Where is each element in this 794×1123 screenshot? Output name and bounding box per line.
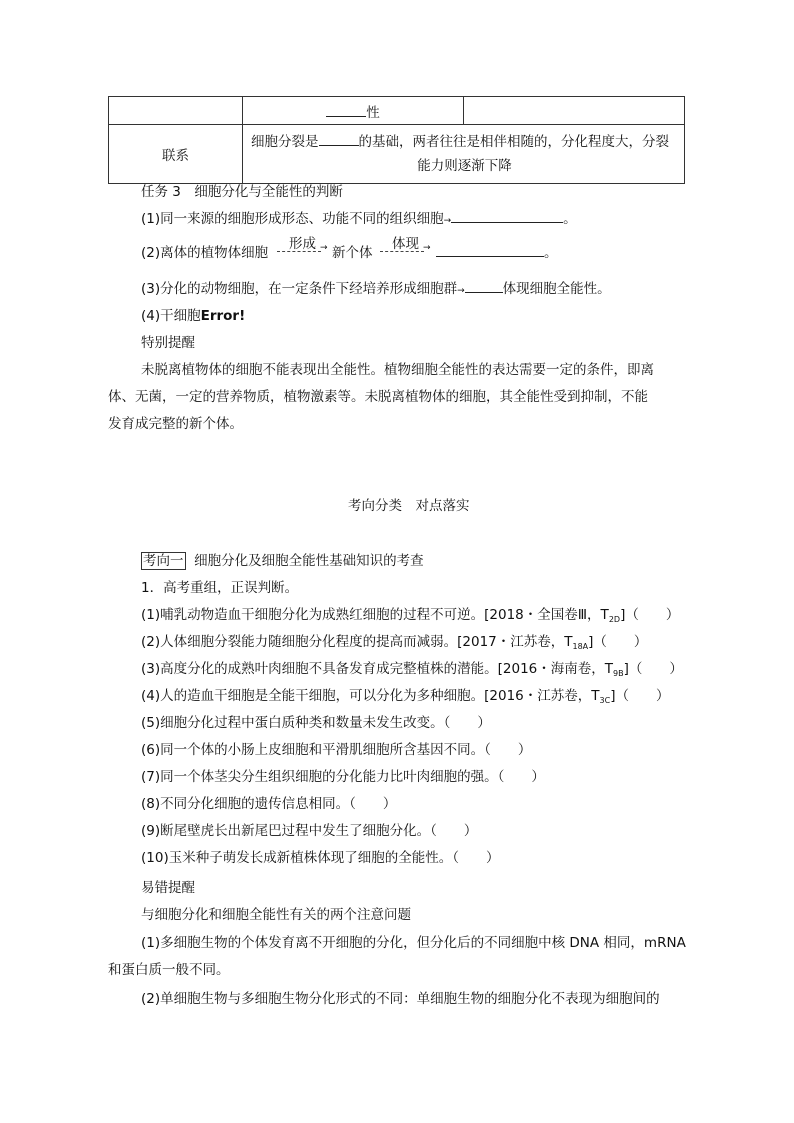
- arrow-icon: →: [457, 286, 465, 296]
- table-cell-empty: [464, 97, 685, 125]
- arrow-label-form: 形成: [289, 236, 316, 252]
- statement-item: (4)人的造血干细胞是全能干细胞，可以分化为多种细胞。[2016・江苏卷，$T_{3C}$]（ ）: [141, 688, 670, 705]
- tip-line-1: 未脱离植物体的细胞不能表现出全能性。植物细胞全能性的表达需要一定的条件，即离: [141, 362, 654, 378]
- arrow-icon: →: [443, 216, 452, 226]
- table-row: [109, 97, 685, 125]
- direction-heading: 考向一 细胞分化及细胞全能性基础知识的考查: [143, 553, 424, 569]
- mistake-subtitle: 与细胞分化和细胞全能性有关的两个注意问题: [141, 907, 411, 923]
- task3-item4: (4)干细胞Error!: [141, 308, 246, 324]
- task3-item3: (3)分化的动物细胞，在一定条件下经培养形成细胞群→ 体现细胞全能性。: [141, 277, 611, 297]
- arrow-label-embody: 体现: [392, 236, 419, 252]
- task3-item2-start: (2)离体的植物体细胞: [141, 245, 269, 261]
- task3-item2-end: 。: [436, 241, 558, 261]
- statement-item: (1)哺乳动物造血干细胞分化为成熟红细胞的过程不可逆。[2018・全国卷Ⅲ，$T_{2D}$]（ ）: [141, 607, 680, 624]
- statement-item: (6)同一个体的小肠上皮细胞和平滑肌细胞所含基因不同。（ ）: [141, 742, 532, 758]
- statement-item: (3)高度分化的成熟叶肉细胞不具备发育成完整植株的潜能。[2016・海南卷，$T_{9B}$]（ ）: [141, 661, 683, 678]
- task3-item1: (1)同一来源的细胞形成形态、功能不同的组织细胞→ 。: [141, 207, 577, 227]
- table-cell-totipotency: 性: [243, 97, 464, 125]
- arrow-icon: →: [320, 243, 328, 253]
- statement-item: (7)同一个体茎尖分生组织细胞的分化能力比叶肉细胞的强。（ ）: [141, 769, 545, 785]
- tip-line-3: 发育成完整的新个体。: [108, 416, 243, 432]
- mistake-p1-line1: (1)多细胞生物的个体发育离不开细胞的分化，但分化后的不同细胞中核 DNA 相同，mRNA: [141, 935, 686, 951]
- mistake-p2-line1: (2)单细胞生物与多细胞生物分化形式的不同：单细胞生物的细胞分化不表现为细胞间的: [141, 991, 660, 1007]
- direction-tag: 考向一: [143, 553, 184, 569]
- comparison-table: [108, 96, 685, 184]
- statement-item: (8)不同分化细胞的遗传信息相同。（ ）: [141, 796, 397, 812]
- table-cell-empty: [109, 97, 243, 125]
- statement-item: (10)玉米种子萌发长成新植株体现了细胞的全能性。（ ）: [141, 850, 500, 866]
- statement-item: (9)断尾壁虎长出新尾巴过程中发生了细胞分化。（ ）: [141, 823, 478, 839]
- arrow-icon: →: [423, 243, 431, 253]
- mistake-title: 易错提醒: [141, 880, 195, 896]
- tip-title: 特别提醒: [141, 335, 195, 351]
- fill-blank: [465, 278, 503, 293]
- tip-line-2: 体、无菌，一定的营养物质，植物激素等。未脱离植物体的细胞，其全能性受到抑制，不能: [108, 389, 648, 405]
- dashed-arrow: [380, 251, 424, 252]
- statement-item: (2)人体细胞分裂能力随细胞分化程度的提高而减弱。[2017・江苏卷，$T_{18A}$]（ ）: [141, 634, 648, 651]
- table-cell-relation: 细胞分裂是 的基础，两者往往是相伴相随的，分化程度大，分裂 能力则逐渐下降: [243, 125, 685, 184]
- task3-item2-mid: 新个体: [332, 245, 373, 261]
- fill-blank: [436, 242, 544, 257]
- task3-title: 任务 3 细胞分化与全能性的判断: [141, 184, 343, 200]
- table-row: [109, 125, 685, 184]
- mistake-p1-line2: 和蛋白质一般不同。: [108, 962, 230, 978]
- fill-blank: [319, 131, 359, 146]
- table-row-label: 联系: [109, 125, 243, 184]
- question-title: 1．高考重组，正误判断。: [141, 580, 299, 596]
- section-heading: 考向分类 对点落实: [348, 498, 470, 514]
- statement-item: (5)细胞分化过程中蛋白质种类和数量未发生改变。（ ）: [141, 715, 491, 731]
- dashed-arrow: [277, 251, 321, 252]
- fill-blank: [326, 102, 366, 117]
- fill-blank: [451, 208, 563, 223]
